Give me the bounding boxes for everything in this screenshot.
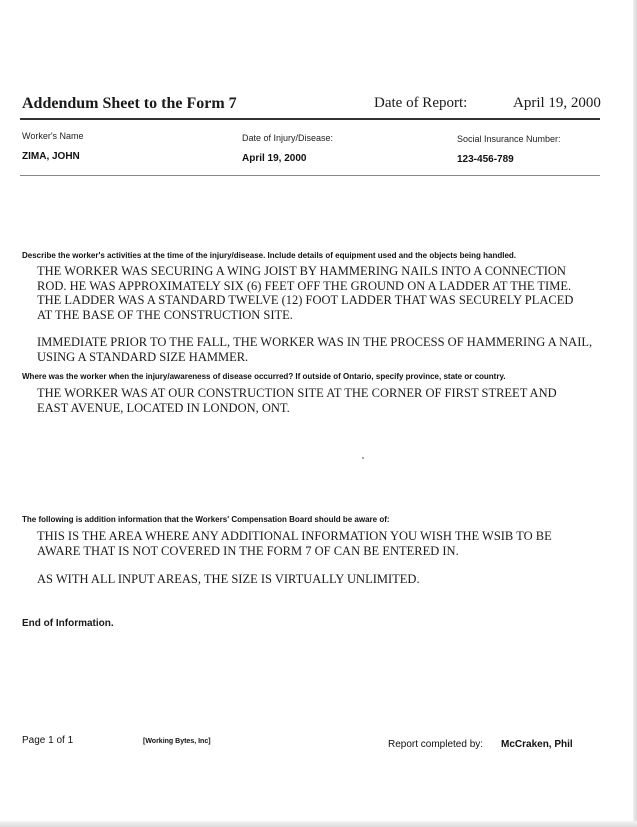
- form-title: Addendum Sheet to the Form 7: [22, 95, 237, 112]
- answer-line: AWARE THAT IS NOT COVERED IN THE FORM 7 OF CAN BE ENTERED IN.: [37, 543, 459, 558]
- additional-question: The following is addition information that the Workers' Compensation Board should be aware of:: [22, 515, 390, 524]
- answer-line: ROD. HE WAS APPROXIMATELY SIX (6) FEET OFF THE GROUND ON A LADDER AT THE TIME.: [37, 278, 572, 293]
- completed-by-label: Report completed by:: [388, 739, 484, 750]
- activities-answer-1: [37, 264, 597, 322]
- answer-line: EAST AVENUE, LOCATED IN LONDON, ONT.: [37, 400, 290, 415]
- page-edge: [633, 0, 637, 827]
- worker-name-value: ZIMA, JOHN: [22, 151, 80, 162]
- fields-rule: [20, 175, 600, 176]
- sin-value: 123-456-789: [457, 154, 514, 165]
- injury-date-value: April 19, 2000: [242, 153, 307, 164]
- answer-line: THE WORKER WAS AT OUR CONSTRUCTION SITE AT THE CORNER OF FIRST STREET AND: [37, 386, 557, 400]
- scan-speck: [362, 457, 364, 459]
- injury-date-label: Date of Injury/Disease:: [242, 133, 334, 143]
- end-of-information: End of Information.: [22, 618, 114, 629]
- answer-line: THE WORKER WAS SECURING A WING JOIST BY HAMMERING NAILS INTO A CONNECTION: [37, 264, 566, 278]
- header-rule: [20, 118, 600, 120]
- answer-line: AT THE BASE OF THE CONSTRUCTION SITE.: [37, 307, 293, 322]
- page-bottom-edge: [0, 821, 637, 827]
- answer-line: USING A STANDARD SIZE HAMMER.: [37, 349, 249, 364]
- date-of-report-value: April 19, 2000: [513, 95, 601, 111]
- answer-line: IMMEDIATE PRIOR TO THE FALL, THE WORKER WAS IN THE PROCESS OF HAMMERING A NAIL,: [37, 335, 593, 349]
- additional-answer-1: [37, 529, 597, 558]
- brand-tag: [Working Bytes, Inc]: [143, 738, 211, 745]
- page-number: Page 1 of 1: [22, 735, 74, 746]
- completed-by-value: McCraken, Phil: [501, 739, 573, 750]
- sin-label: Social Insurance Number:: [457, 134, 561, 144]
- date-of-report-label: Date of Report:: [374, 95, 468, 111]
- answer-line: THE LADDER WAS A STANDARD TWELVE (12) FOOT LADDER THAT WAS SECURELY PLACED: [37, 293, 574, 307]
- answer-line: THIS IS THE AREA WHERE ANY ADDITIONAL INFORMATION YOU WISH THE WSIB TO BE: [37, 529, 552, 543]
- activities-question: Describe the worker's activities at the time of the injury/disease. Include details of equipment used and the objects being handled.: [22, 251, 517, 260]
- additional-answer-2: AS WITH ALL INPUT AREAS, THE SIZE IS VIRTUALLY UNLIMITED.: [37, 572, 420, 586]
- activities-answer-2: [37, 335, 597, 364]
- location-answer: [37, 386, 597, 415]
- location-question: Where was the worker when the injury/awareness of disease occurred? If outside of Ontario, specify province, state or country.: [22, 372, 506, 381]
- worker-name-label: Worker's Name: [22, 131, 84, 141]
